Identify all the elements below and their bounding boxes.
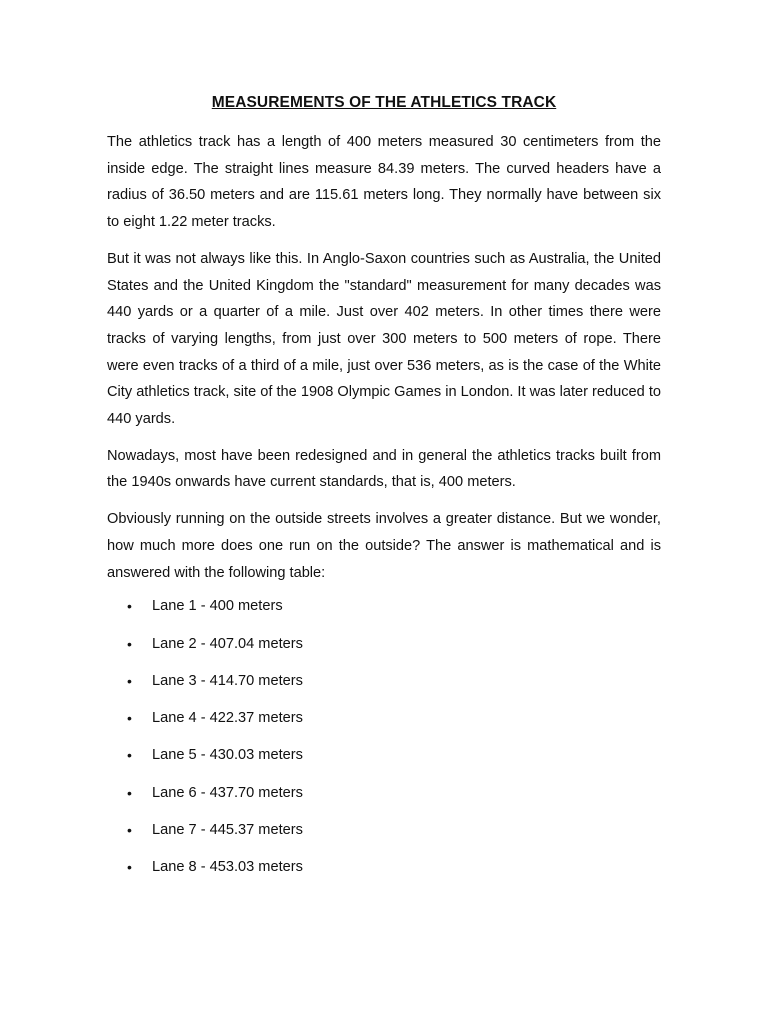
list-item [107,596,661,633]
lane-text: Lane 1 - 400 meters [152,598,283,615]
lane-text: Lane 5 - 430.03 meters [152,747,303,764]
list-item [107,783,661,820]
document-page [107,93,661,895]
bullet-icon: • [127,635,132,652]
lane-text: Lane 3 - 414.70 meters [152,672,303,689]
bullet-icon: • [127,710,132,727]
lane-distance-list [107,596,661,894]
list-item [107,857,661,894]
paragraph-nowadays: Nowadays, most have been redesigned and in general the athletics tracks built from the 1940s onwards have current standards, that is, 400 meters. [107,447,661,491]
list-item [107,820,661,857]
bullet-icon: • [127,598,132,615]
paragraph-history: But it was not always like this. In Anglo-Saxon countries such as Australia, the United States and the United Kingdom the "standard" measurement for many decades was 440 yards or a quarter of a mile. Just over 402 meters. In other times there were tracks of varying lengths, from just over 300 meters to 500 meters of rope. There were even tracks of a third of a mile, just over 536 meters, as is the case of the White City athletics track, site of the 1908 Olympic Games in London. It was later reduced to 440 yards. [107,250,662,428]
list-item [107,671,661,708]
bullet-icon: • [127,822,132,839]
list-item [107,745,661,782]
list-item [107,634,661,671]
lane-text: Lane 2 - 407.04 meters [152,635,303,652]
bullet-icon: • [127,859,132,876]
lane-text: Lane 8 - 453.03 meters [152,859,303,876]
bullet-icon: • [127,672,132,689]
list-item [107,708,661,745]
bullet-icon: • [127,747,132,764]
paragraph-outside-lanes: Obviously running on the outside streets involves a greater distance. But we wonder, how much more does one run on the outside? The answer is mathematical and is answered with the following table: [107,511,661,581]
document-title: MEASUREMENTS OF THE ATHLETICS TRACK [211,94,557,111]
lane-text: Lane 6 - 437.70 meters [152,784,303,801]
lane-text: Lane 4 - 422.37 meters [152,710,303,727]
paragraph-track-length: The athletics track has a length of 400 meters measured 30 centimeters from the inside edge. The straight lines measure 84.39 meters. The curved headers have a radius of 36.50 meters and are 115.61 meters long. They normally have between six to eight 1.22 meter tracks. [107,134,661,231]
lane-text: Lane 7 - 445.37 meters [152,822,303,839]
bullet-icon: • [127,784,132,801]
